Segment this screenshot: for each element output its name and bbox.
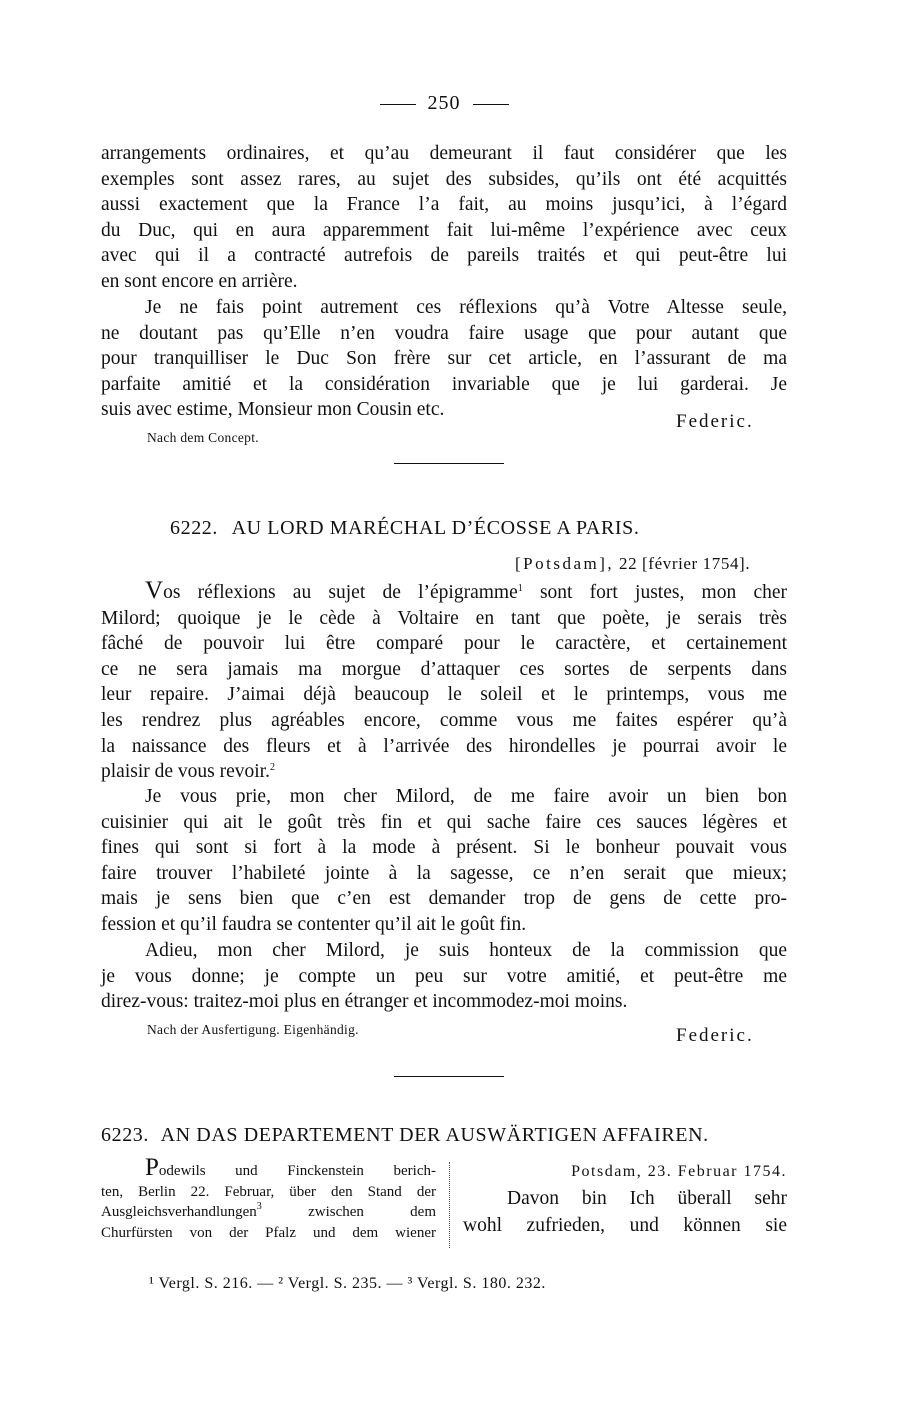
text-line: fession et qu’il faudra se contenter qu’il ait le goût fin. — [101, 913, 527, 935]
letter-6222-paragraph-3 — [101, 938, 787, 1015]
footnote-mark: 1 — [517, 583, 523, 594]
text-line: je vous donne; je compte un peu sur votre amitié, et peut-être me — [101, 965, 787, 987]
letter-6222-dateline — [515, 554, 750, 574]
drop-cap: P — [145, 1154, 159, 1181]
letter-6222-source-note: Nach der Ausfertigung. Eigenhändig. — [147, 1022, 359, 1037]
letter-number: 6222. — [170, 517, 218, 539]
drop-cap: V — [145, 577, 164, 604]
text-line: pour tranquilliser le Duc Son frère sur cet article, en l’assurant de ma — [101, 348, 787, 370]
letter-6222-heading — [170, 517, 639, 540]
text-line: Je vous prie, mon cher Milord, de me faire avoir un bien bon — [145, 786, 787, 807]
text-fragment: Ausgleichsverhandlungen — [101, 1204, 257, 1220]
text-line — [101, 759, 787, 785]
text-fragment: os réflexions au sujet de l’épigramme — [163, 582, 518, 603]
text-line: la naissance des fleurs et à l’arrivée des hirondelles je pourrai avoir le — [101, 735, 787, 757]
text-line: ten, Berlin 22. Februar, über den Stand der — [101, 1183, 436, 1200]
text-line: Je ne fais point autrement ces réflexions qu’à Votre Altesse seule, — [145, 297, 787, 318]
text-line: faire trouver l’habileté jointe à la sagesse, ce n’en serait que mieux; — [101, 862, 787, 884]
section-divider — [394, 1076, 504, 1077]
letter-6223-dateline: Potsdam, 23. Februar 1754. — [571, 1163, 787, 1180]
footnote-mark: 3 — [256, 1201, 262, 1212]
letter-number: 6223. — [101, 1124, 149, 1146]
text-line: aussi exactement que la France l’a fait, au moins jusqu’ici, à l’égard — [101, 194, 787, 216]
letter-6221-paragraph-1 — [101, 141, 787, 295]
text-line: les rendrez plus agréables encore, comme vous me faites espérer qu’à — [101, 709, 787, 731]
text-line: exemples sont assez rares, au sujet des subsides, qu’ils ont été acquittés — [101, 168, 787, 190]
text-line: mais je sens bien que c’en est demander trop de gens de cette pro- — [101, 888, 787, 910]
text-line: direz-vous: traitez-moi plus en étranger et incommodez-moi moins. — [101, 991, 628, 1013]
text-line: Churfürsten von der Pfalz und dem wiener — [101, 1224, 436, 1241]
footnotes: ¹ Vergl. S. 216. — ² Vergl. S. 235. — ³ Vergl. S. 180. 232. — [149, 1275, 546, 1292]
page-number — [101, 92, 787, 115]
text-line: du Duc, qui en aura apparemment fait lui-même l’expérience avec ceux — [101, 219, 787, 241]
letter-heading-text: AU LORD MARÉCHAL D’ÉCOSSE A PARIS. — [231, 517, 640, 539]
section-divider — [394, 463, 504, 464]
text-line: arrangements ordinaires, et qu’au demeurant il faut considérer que les — [101, 143, 787, 164]
text-line: fâché de pouvoir lui être comparé pour le caractère, et certainement — [101, 633, 787, 655]
letter-6223-heading — [101, 1124, 709, 1147]
letter-6222-signature: Federic. — [676, 1025, 754, 1046]
page-number-dash-right — [473, 104, 509, 105]
footnote-mark: 2 — [269, 762, 275, 774]
letter-6221-paragraph-2 — [101, 295, 787, 423]
text-fragment: plaisir de vous revoir. — [101, 761, 270, 783]
text-line: fines qui sont si fort à la mode à présent. Si le bonheur pouvait vous — [101, 837, 787, 859]
text-line: wohl zufrieden, und können sie — [463, 1215, 787, 1236]
column-separator — [449, 1162, 450, 1248]
date-text: 22 [février 1754]. — [619, 554, 751, 573]
text-line — [101, 1154, 436, 1182]
text-line: ne doutant pas qu’Elle n’en voudra faire usage que pour autant que — [101, 322, 787, 344]
text-line: suis avec estime, Monsieur mon Cousin etc. — [101, 399, 445, 421]
letter-6223-text — [463, 1163, 787, 1239]
text-line: avec qui il a contracté autrefois de pareils traités et qui peut-être lui — [101, 245, 787, 267]
letter-6222-paragraph-1 — [101, 578, 787, 785]
letter-6221-source-note: Nach dem Concept. — [147, 430, 259, 445]
text-line: Milord; quoique je le cède à Voltaire en tant que poète, je serais très — [101, 607, 787, 629]
text-line: leur repaire. J’aimai déjà beaucoup le soleil et le printemps, vous me — [101, 684, 787, 706]
date-place: [Potsdam], — [515, 554, 615, 573]
letter-6221-signature: Federic. — [676, 411, 754, 432]
text-line: ce ne sera jamais ma morgue d’attaquer ces sortes de serpents dans — [101, 658, 787, 680]
page-number-text: 250 — [427, 92, 461, 114]
page-number-dash-left — [380, 104, 416, 105]
letter-heading-text: AN DAS DEPARTEMENT DER AUSWÄRTIGEN AFFAIREN. — [160, 1124, 709, 1146]
text-line: Adieu, mon cher Milord, je suis honteux de la commission que — [145, 940, 787, 961]
text-fragment: odewils und Finckenstein berich- — [158, 1163, 436, 1179]
letter-6223-body — [463, 1185, 787, 1239]
text-line — [101, 578, 787, 606]
letter-6223-summary — [101, 1154, 436, 1243]
text-line: Davon bin Ich überall sehr — [507, 1188, 787, 1209]
text-line — [101, 1202, 436, 1223]
text-fragment: sont fort justes, mon cher — [539, 582, 787, 603]
text-line: parfaite amitié et la considération invariable que je lui garderai. Je — [101, 373, 787, 395]
text-line: cuisinier qui ait le goût très fin et qui sache faire ces sauces légères et — [101, 811, 787, 833]
text-line: en sont encore en arrière. — [101, 270, 298, 292]
text-fragment: zwischen dem — [308, 1204, 436, 1220]
letter-6222-paragraph-2 — [101, 784, 787, 938]
